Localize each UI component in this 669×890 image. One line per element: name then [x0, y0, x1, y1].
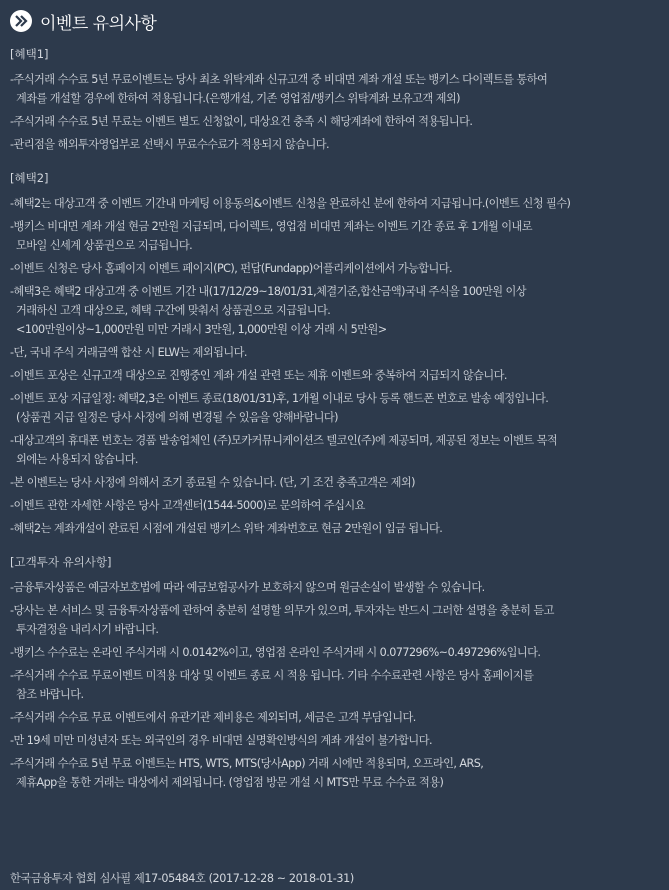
notice-item	[10, 731, 659, 750]
notice-line: -본 이벤트는 당사 사정에 의해서 조기 종료될 수 있습니다. (단, 기 조건 충족고객은 제외)	[10, 476, 415, 489]
notice-item	[10, 343, 659, 362]
notice-line: -이벤트 포상은 신규고객 대상으로 진행중인 계좌 개설 관련 또는 제휴 이벤트와 중복하여 지급되지 않습니다.	[10, 369, 507, 382]
notice-line: -주식거래 수수료 5년 무료는 이벤트 별도 신청없이, 대상요건 충족 시 해당계좌에 한하여 적용됩니다.	[10, 115, 473, 128]
notice-line: 참조 바랍니다.	[10, 688, 84, 701]
notice-line: -혜택2는 대상고객 중 이벤트 기간내 마케팅 이용동의&이벤트 신청을 완료하신 분에 한하여 지급됩니다.(이벤트 신청 필수)	[10, 197, 571, 210]
notice-item	[10, 282, 659, 339]
notice-line: (상품권 지급 일정은 당사 사정에 의해 변경될 수 있음을 양해바랍니다)	[10, 411, 338, 424]
notice-line: -주식거래 수수료 무료 이벤트에서 유관기관 제비용은 제외되며, 세금은 고객 부담입니다.	[10, 711, 416, 724]
notice-item	[10, 473, 659, 492]
double-chevron-right-icon	[10, 10, 32, 32]
notice-item	[10, 217, 659, 255]
section-title: [혜택1]	[10, 47, 49, 61]
notice-line: <100만원이상~1,000만원 미만 거래시 3만원, 1,000만원 이상 거래 시 5만원>	[10, 323, 387, 336]
notice-item	[10, 754, 659, 792]
section-title: [고객투자 유의사항]	[10, 555, 112, 569]
page-title: 이벤트 유의사항	[40, 13, 157, 34]
notice-line: 외에는 사용되지 않습니다.	[10, 453, 138, 466]
notice-line: -혜택2는 계좌개설이 완료된 시점에 개설된 뱅키스 위탁 계좌번호로 현금 2만원이 입금 됩니다.	[10, 522, 443, 535]
notice-item	[10, 431, 659, 469]
page-header	[10, 8, 659, 34]
notice-line: -뱅키스 비대면 계좌 개설 현금 2만원 지급되며, 다이렉트, 영업점 비대면 계좌는 이벤트 기간 종료 후 1개월 이내로	[10, 220, 533, 233]
notice-item	[10, 708, 659, 727]
notice-line: -관리점을 해외투자영업부로 선택시 무료수수료가 적용되지 않습니다.	[10, 138, 329, 151]
notice-line: 투자결정을 내리시기 바랍니다.	[10, 623, 159, 636]
notice-item	[10, 194, 659, 213]
notice-item	[10, 496, 659, 515]
notice-line: -만 19세 미만 미성년자 또는 외국인의 경우 비대면 실명확인방식의 계좌 개설이 불가합니다.	[10, 734, 432, 747]
notice-sections	[10, 46, 659, 792]
notice-line: -대상고객의 휴대폰 번호는 경품 발송업체인 (주)모카커뮤니케이션즈 텔코인(주)에 제공되며, 제공된 정보는 이벤트 목적	[10, 434, 558, 447]
notice-section	[10, 170, 659, 538]
notice-line: -주식거래 수수료 5년 무료이벤트는 당사 최초 위탁계좌 신규고객 중 비대면 계좌 개설 또는 뱅키스 다이렉트를 통하여	[10, 73, 548, 86]
notice-item	[10, 135, 659, 154]
notice-section	[10, 46, 659, 154]
notice-item	[10, 259, 659, 278]
notice-item	[10, 366, 659, 385]
notice-line: -이벤트 관한 자세한 사항은 당사 고객센터(1544-5000)로 문의하여 주십시요	[10, 499, 365, 512]
notice-line: 계좌를 개설할 경우에 한하여 적용됩니다.(은행개설, 기존 영업점/뱅키스 위탁계좌 보유고객 제외)	[10, 92, 460, 105]
notice-line: 제휴App을 통한 거래는 대상에서 제외됩니다. (영업점 방문 개설 시 MTS만 무료 수수료 적용)	[10, 776, 444, 789]
notice-item	[10, 70, 659, 108]
notice-item	[10, 389, 659, 427]
notice-line: -주식거래 수수료 5년 무료 이벤트는 HTS, WTS, MTS(당사App) 거래 시에만 적용되며, 오프라인, ARS,	[10, 757, 484, 770]
notice-item	[10, 519, 659, 538]
notice-item	[10, 112, 659, 131]
notice-item	[10, 666, 659, 704]
notice-line: -뱅키스 수수료는 온라인 주식거래 시 0.0142%이고, 영업점 온라인 주식거래 시 0.077296%~0.497296%입니다.	[10, 646, 541, 659]
notice-line: -혜택3은 혜택2 대상고객 중 이벤트 기간 내(17/12/29~18/01/31,체결기준,합산금액)국내 주식을 100만원 이상	[10, 285, 527, 298]
notice-line: -단, 국내 주식 거래금액 합산 시 ELW는 제외됩니다.	[10, 346, 247, 359]
section-title: [혜택2]	[10, 171, 49, 185]
notice-line: 모바일 신세계 상품권으로 지급됩니다.	[10, 239, 193, 252]
notice-line: 거래하신 고객 대상으로, 혜택 구간에 맞춰서 상품권으로 지급됩니다.	[10, 304, 331, 317]
notice-item	[10, 578, 659, 597]
notice-line: -금융투자상품은 예금자보호법에 따라 예금보험공사가 보호하지 않으며 원금손실이 발생할 수 있습니다.	[10, 581, 485, 594]
notice-item	[10, 601, 659, 639]
notice-section	[10, 554, 659, 792]
notice-line: -이벤트 신청은 당사 홈페이지 이벤트 페이지(PC), 펀답(Fundapp)어플리케이션에서 가능합니다.	[10, 262, 453, 275]
approval-footer: 한국금융투자 협회 심사필 제17-05484호 (2017-12-28 ~ 2018-01-31)	[10, 872, 354, 885]
notice-item	[10, 643, 659, 662]
notice-line: -주식거래 수수료 무료이벤트 미적용 대상 및 이벤트 종료 시 적용 됩니다. 기타 수수료관련 사항은 당사 홈페이지를	[10, 669, 534, 682]
notice-line: -당사는 본 서비스 및 금융투자상품에 관하여 충분히 설명할 의무가 있으며, 투자자는 반드시 그러한 설명을 충분히 듣고	[10, 604, 554, 617]
notice-line: -이벤트 포상 지급일정: 혜택2,3은 이벤트 종료(18/01/31)후, 1개월 이내로 당사 등록 핸드폰 번호로 발송 예정입니다.	[10, 392, 549, 405]
